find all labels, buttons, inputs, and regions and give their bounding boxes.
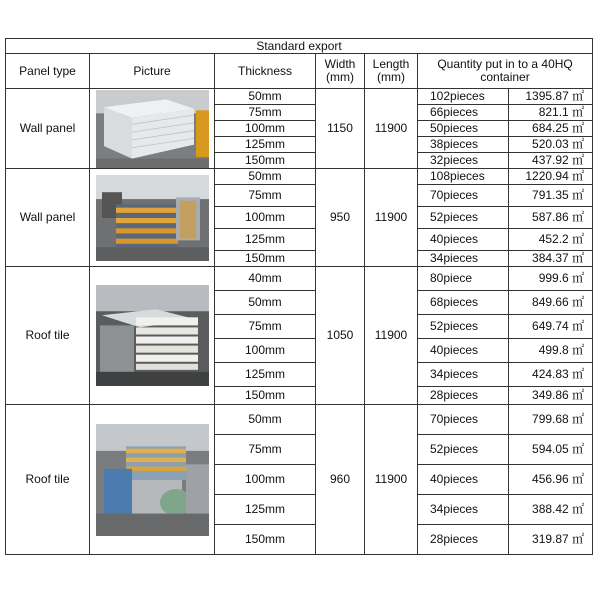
- wall-panel-photo-2: [96, 175, 209, 261]
- table-row: [6, 267, 593, 291]
- pieces-cell: 34pieces: [418, 495, 509, 525]
- area-cell: 821.1 ㎡: [509, 105, 593, 121]
- pieces-cell: 80piece: [418, 267, 509, 291]
- thickness-cell: 125mm: [215, 363, 316, 387]
- pieces-cell: 70pieces: [418, 405, 509, 435]
- width-cell: 960: [316, 405, 365, 555]
- thickness-cell: 75mm: [215, 435, 316, 465]
- thickness-cell: 40mm: [215, 267, 316, 291]
- pieces-cell: 52pieces: [418, 435, 509, 465]
- thickness-cell: 75mm: [215, 105, 316, 121]
- pieces-cell: 40pieces: [418, 229, 509, 251]
- table-row: [6, 169, 593, 185]
- table-title: Standard export: [6, 39, 593, 54]
- header-thickness: Thickness: [215, 54, 316, 89]
- area-cell: 384.37 ㎡: [509, 251, 593, 267]
- width-cell: 1050: [316, 267, 365, 405]
- area-cell: 499.8 ㎡: [509, 339, 593, 363]
- area-cell: 1220.94 ㎡: [509, 169, 593, 185]
- pieces-cell: 40pieces: [418, 465, 509, 495]
- pieces-cell: 108pieces: [418, 169, 509, 185]
- picture-cell: [90, 89, 215, 169]
- area-cell: 520.03 ㎡: [509, 137, 593, 153]
- thickness-cell: 150mm: [215, 525, 316, 555]
- thickness-cell: 125mm: [215, 495, 316, 525]
- picture-cell: [90, 405, 215, 555]
- length-cell: 11900: [365, 405, 418, 555]
- header-quantity: Quantity put in to a 40HQ container: [418, 54, 593, 89]
- pieces-cell: 28pieces: [418, 525, 509, 555]
- header-picture: Picture: [90, 54, 215, 89]
- thickness-cell: 75mm: [215, 315, 316, 339]
- panel-type-cell: Wall panel: [6, 169, 90, 267]
- area-cell: 684.25 ㎡: [509, 121, 593, 137]
- panel-type-cell: Roof tile: [6, 405, 90, 555]
- length-cell: 11900: [365, 89, 418, 169]
- area-cell: 594.05 ㎡: [509, 435, 593, 465]
- picture-cell: [90, 169, 215, 267]
- thickness-cell: 50mm: [215, 291, 316, 315]
- area-cell: 349.86 ㎡: [509, 387, 593, 405]
- thickness-cell: 50mm: [215, 169, 316, 185]
- area-cell: 388.42 ㎡: [509, 495, 593, 525]
- thickness-cell: 75mm: [215, 185, 316, 207]
- thickness-cell: 150mm: [215, 387, 316, 405]
- thickness-cell: 100mm: [215, 465, 316, 495]
- pieces-cell: 66pieces: [418, 105, 509, 121]
- area-cell: 791.35 ㎡: [509, 185, 593, 207]
- length-cell: 11900: [365, 169, 418, 267]
- roof-tile-photo-2: [96, 424, 209, 536]
- thickness-cell: 100mm: [215, 339, 316, 363]
- table-row: [6, 405, 593, 435]
- table-row: [6, 89, 593, 105]
- pieces-cell: 68pieces: [418, 291, 509, 315]
- area-cell: 452.2 ㎡: [509, 229, 593, 251]
- picture-cell: [90, 267, 215, 405]
- thickness-cell: 50mm: [215, 89, 316, 105]
- panel-type-cell: Wall panel: [6, 89, 90, 169]
- pieces-cell: 32pieces: [418, 153, 509, 169]
- area-cell: 999.6 ㎡: [509, 267, 593, 291]
- panel-type-cell: Roof tile: [6, 267, 90, 405]
- thickness-cell: 150mm: [215, 251, 316, 267]
- pieces-cell: 40pieces: [418, 339, 509, 363]
- area-cell: 649.74 ㎡: [509, 315, 593, 339]
- wall-panel-photo-1: [96, 90, 209, 168]
- area-cell: 456.96 ㎡: [509, 465, 593, 495]
- pieces-cell: 50pieces: [418, 121, 509, 137]
- header-length: Length (mm): [365, 54, 418, 89]
- thickness-cell: 125mm: [215, 229, 316, 251]
- pieces-cell: 38pieces: [418, 137, 509, 153]
- pieces-cell: 34pieces: [418, 363, 509, 387]
- header-panel-type: Panel type: [6, 54, 90, 89]
- area-cell: 849.66 ㎡: [509, 291, 593, 315]
- pieces-cell: 102pieces: [418, 89, 509, 105]
- pieces-cell: 28pieces: [418, 387, 509, 405]
- table-body: [6, 89, 593, 555]
- area-cell: 587.86 ㎡: [509, 207, 593, 229]
- roof-tile-photo-1: [96, 285, 209, 386]
- pieces-cell: 34pieces: [418, 251, 509, 267]
- area-cell: 1395.87 ㎡: [509, 89, 593, 105]
- area-cell: 319.87 ㎡: [509, 525, 593, 555]
- export-spec-table: [5, 38, 593, 555]
- thickness-cell: 100mm: [215, 207, 316, 229]
- thickness-cell: 100mm: [215, 121, 316, 137]
- thickness-cell: 50mm: [215, 405, 316, 435]
- length-cell: 11900: [365, 267, 418, 405]
- width-cell: 1150: [316, 89, 365, 169]
- width-cell: 950: [316, 169, 365, 267]
- area-cell: 799.68 ㎡: [509, 405, 593, 435]
- pieces-cell: 52pieces: [418, 315, 509, 339]
- area-cell: 424.83 ㎡: [509, 363, 593, 387]
- thickness-cell: 150mm: [215, 153, 316, 169]
- header-width: Width (mm): [316, 54, 365, 89]
- area-cell: 437.92 ㎡: [509, 153, 593, 169]
- pieces-cell: 70pieces: [418, 185, 509, 207]
- pieces-cell: 52pieces: [418, 207, 509, 229]
- thickness-cell: 125mm: [215, 137, 316, 153]
